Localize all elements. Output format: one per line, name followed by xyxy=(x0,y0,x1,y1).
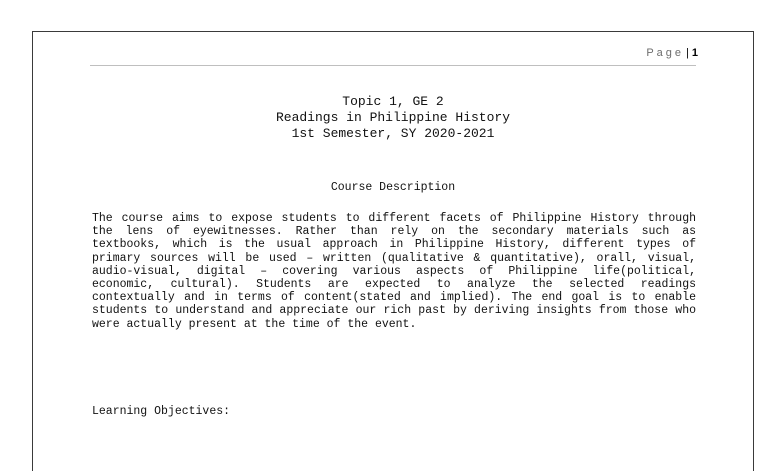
page-separator: | xyxy=(686,47,689,59)
document-title xyxy=(33,94,753,142)
title-line-1: Topic 1, GE 2 xyxy=(342,94,444,109)
course-description-body: The course aims to expose students to different facets of Philippine History through the lens of eyewitnesses. Rather than rely on the secondary materials such as textbooks, which is the usual approach in Philippine History, different types of primary sources will be used – written (qualitative & quantitative), orall, visual, audio-visual, digital – covering various aspects of Philippine life(political, economic, cultural). Students are expected to analyze the selected readings contextually and in terms of content(stated and implied). The end goal is to enable students to understand and appreciate our rich past by deriving insights from those who were actually present at the time of the event. xyxy=(92,212,696,331)
learning-objectives-heading: Learning Objectives: xyxy=(92,405,231,418)
document-page xyxy=(32,31,754,471)
course-description-heading: Course Description xyxy=(330,181,456,194)
page-number: 1 xyxy=(691,47,698,59)
header-rule xyxy=(90,65,696,66)
title-line-2: Readings in Philippine History xyxy=(275,110,511,125)
page-label: Page xyxy=(646,47,685,59)
title-line-3: 1st Semester, SY 2020-2021 xyxy=(291,126,495,141)
page-header xyxy=(646,47,698,59)
